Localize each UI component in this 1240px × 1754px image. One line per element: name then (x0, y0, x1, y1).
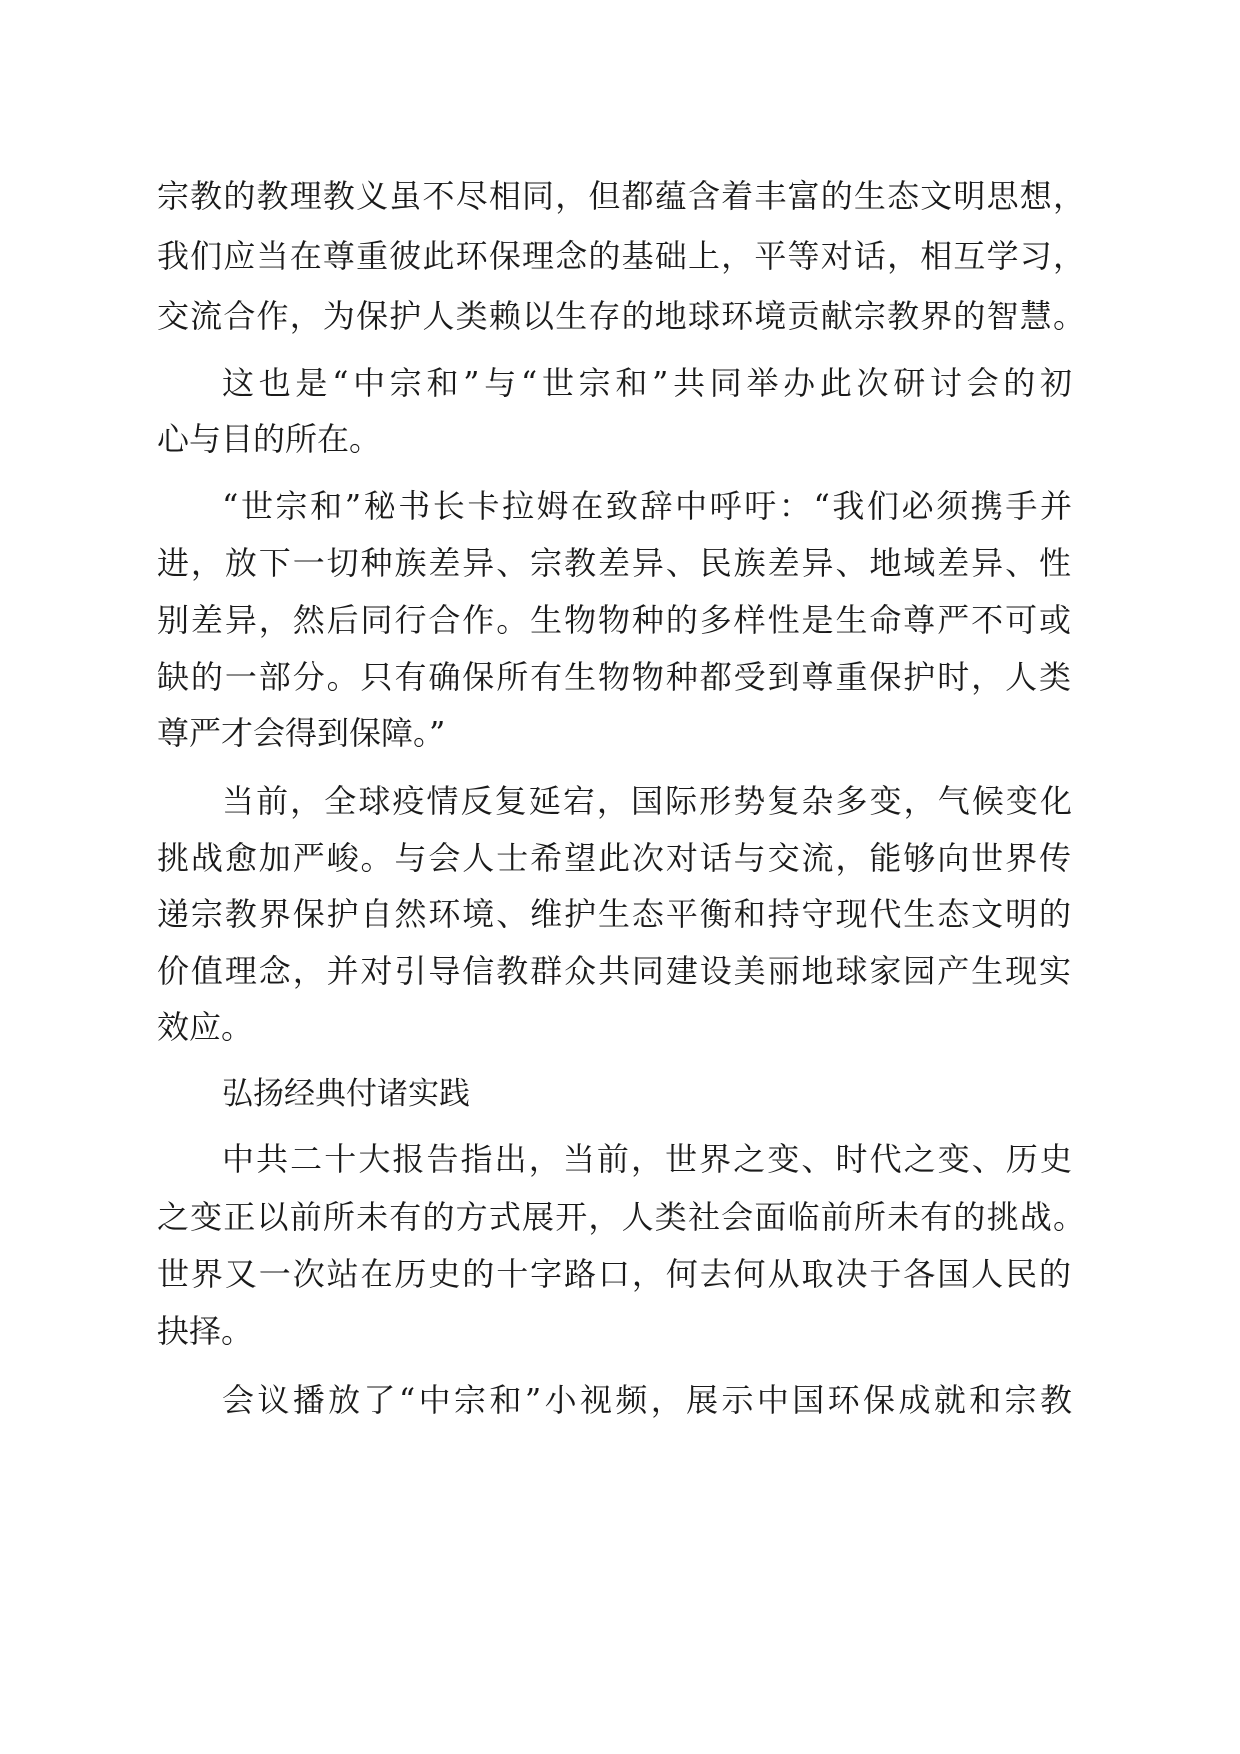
body-text-line: 宗教的教理教义虽不尽相同，但都蕴含着丰富的生态文明思想， (157, 177, 1085, 215)
body-text-line: 缺的一部分。只有确保所有生物物种都受到尊重保护时，人类 (157, 658, 1071, 696)
section-heading: 弘扬经典付诸实践 (222, 1076, 470, 1112)
body-text-line: 世界又一次站在历史的十字路口，何去何从取决于各国人民的 (157, 1255, 1071, 1293)
body-text-line: 尊严才会得到保障。” (157, 714, 446, 752)
body-text-line: 我们应当在尊重彼此环保理念的基础上，平等对话，相互学习， (157, 237, 1085, 275)
body-text-line: 价值理念，并对引导信教群众共同建设美丽地球家园产生现实 (157, 952, 1071, 990)
body-text-line: 挑战愈加严峻。与会人士希望此次对话与交流，能够向世界传 (157, 839, 1071, 877)
body-text-line: 别差异，然后同行合作。生物物种的多样性是生命尊严不可或 (157, 601, 1071, 639)
body-text-line: 进，放下一切种族差异、宗教差异、民族差异、地域差异、性 (157, 544, 1071, 582)
body-text-line: 会议播放了“中宗和”小视频，展示中国环保成就和宗教 (222, 1381, 1072, 1419)
body-text-line: 交流合作，为保护人类赖以生存的地球环境贡献宗教界的智慧。 (157, 297, 1085, 335)
body-text-line: 抉择。 (157, 1312, 254, 1350)
body-text-line: 效应。 (157, 1008, 254, 1046)
body-text-line: 这也是“中宗和”与“世宗和”共同举办此次研讨会的初 (222, 364, 1072, 402)
body-text-line: 中共二十大报告指出，当前，世界之变、时代之变、历史 (222, 1140, 1072, 1178)
body-text-line: 递宗教界保护自然环境、维护生态平衡和持守现代生态文明的 (157, 895, 1071, 933)
body-text-line: 之变正以前所未有的方式展开，人类社会面临前所未有的挑战。 (157, 1198, 1085, 1236)
body-text-line: 心与目的所在。 (157, 420, 382, 458)
body-text-line: 当前，全球疫情反复延宕，国际形势复杂多变，气候变化 (222, 782, 1072, 820)
body-text-line: “世宗和”秘书长卡拉姆在致辞中呼吁：“我们必须携手并 (222, 487, 1072, 525)
